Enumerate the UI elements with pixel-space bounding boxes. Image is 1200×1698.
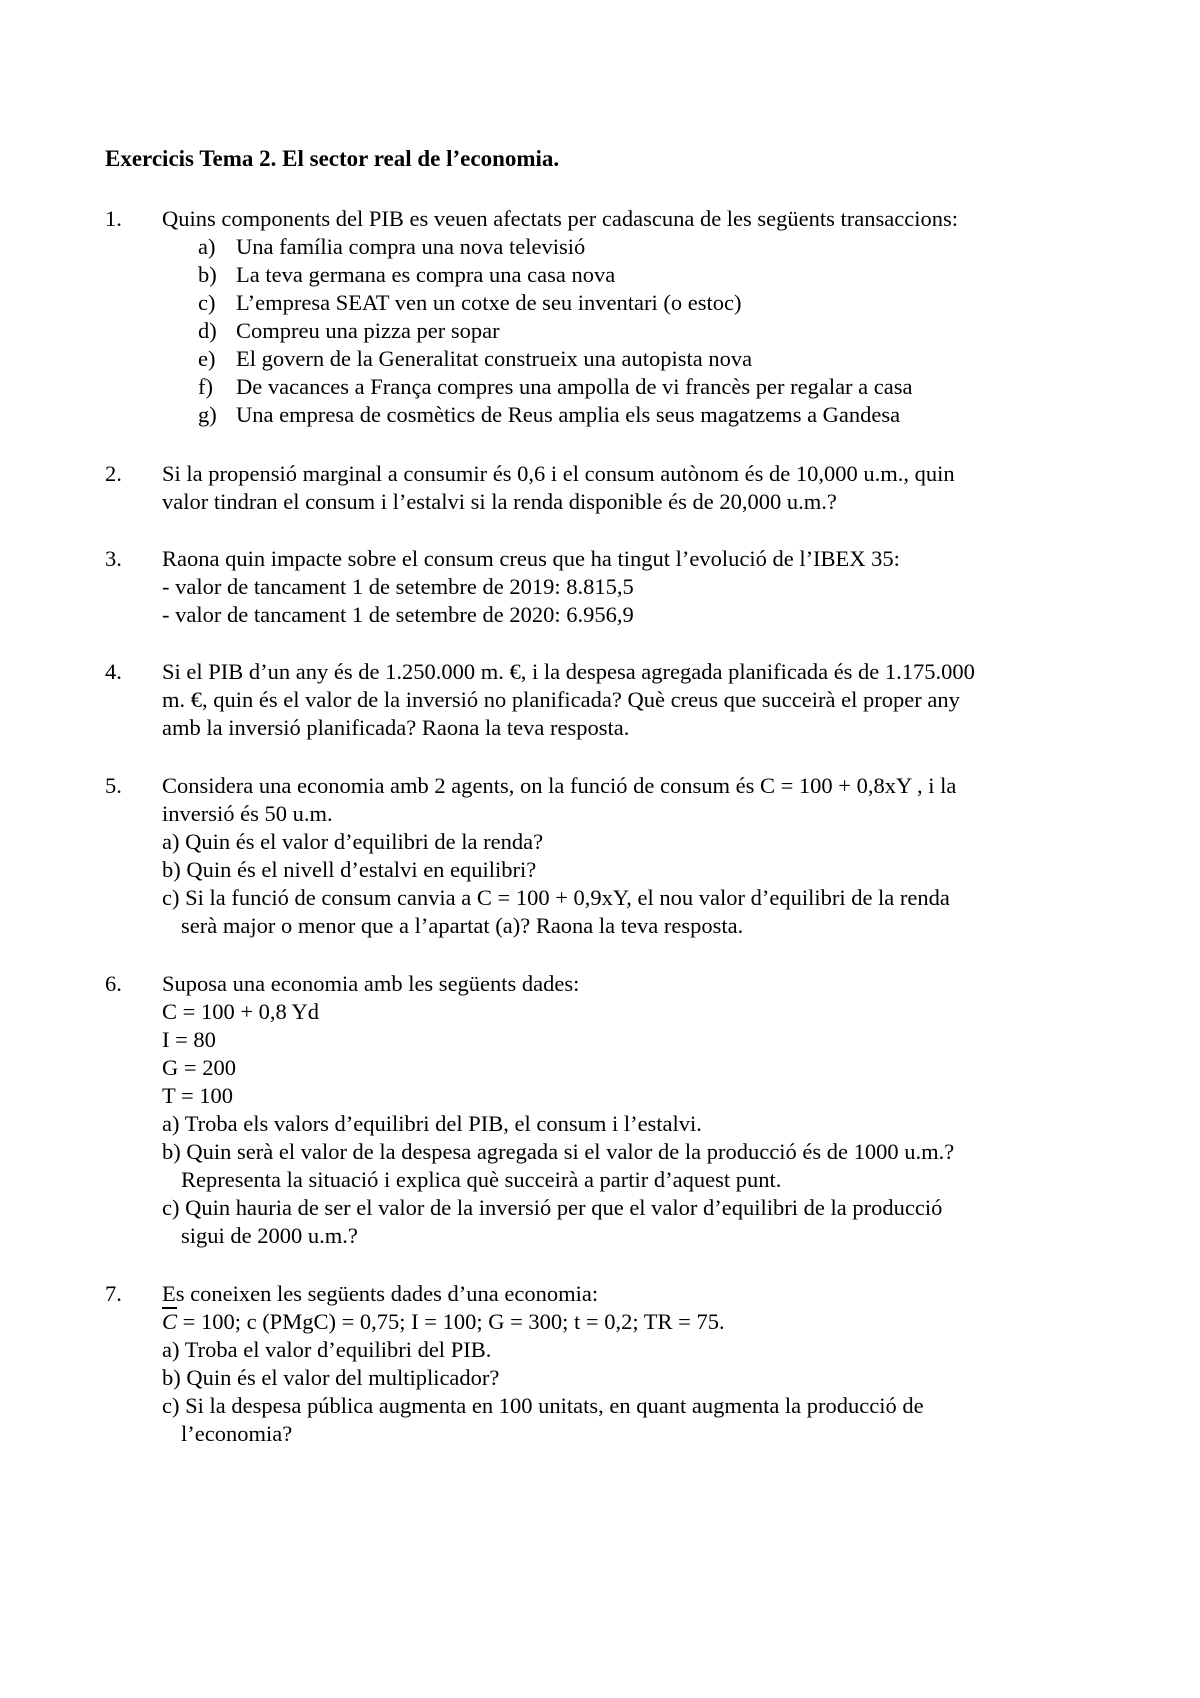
- subquestion-b: b) Quin és el valor del multiplicador?: [162, 1365, 500, 1390]
- data-values: = 100; c (PMgC) = 0,75; I = 100; G = 300; t = 0,2; TR = 75.: [177, 1309, 725, 1334]
- subquestion-a: a) Troba els valors d’equilibri del PIB, el consum i l’estalvi.: [162, 1111, 702, 1136]
- exercise-number: 4.: [105, 659, 122, 684]
- data-line: C = 100 + 0,8 Yd: [162, 999, 320, 1024]
- subquestion-c: c) Si la funció de consum canvia a C = 100 + 0,9xY, el nou valor d’equilibri de la renda: [162, 885, 950, 910]
- subquestion-b: b) Quin serà el valor de la despesa agregada si el valor de la producció és de 1000 u.m.?: [162, 1139, 955, 1164]
- subquestion-c: c) Si la despesa pública augmenta en 100 unitats, en quant augmenta la producció de: [162, 1393, 924, 1418]
- c-bar-symbol: $\overline{C}$: [162, 1309, 178, 1334]
- item-label: d): [198, 318, 217, 343]
- subquestion-c-continued: l’economia?: [181, 1421, 293, 1446]
- subquestion-b: b) Quin és el nivell d’estalvi en equilibri?: [162, 857, 537, 882]
- item-label: e): [198, 346, 216, 371]
- exercise-text: - valor de tancament 1 de setembre de 2019: 8.815,5: [162, 574, 634, 599]
- item-label: f): [198, 374, 213, 399]
- subquestion-c-continued: sigui de 2000 u.m.?: [181, 1223, 358, 1248]
- item-text: Una empresa de cosmètics de Reus amplia els seus magatzems a Gandesa: [236, 402, 901, 427]
- item-text: De vacances a França compres una ampolla de vi francès per regalar a casa: [236, 374, 913, 399]
- subquestion-a: a) Quin és el valor d’equilibri de la renda?: [162, 829, 544, 854]
- exercise-text: valor tindran el consum i l’estalvi si la renda disponible és de 20,000 u.m.?: [162, 489, 837, 514]
- page-title: Exercicis Tema 2. El sector real de l’economia.: [105, 146, 560, 171]
- item-text: Compreu una pizza per sopar: [236, 318, 500, 343]
- exercise-text: Suposa una economia amb les següents dades:: [162, 971, 580, 996]
- exercise-text: Considera una economia amb 2 agents, on la funció de consum és C = 100 + 0,8xY , i la: [162, 773, 957, 798]
- exercise-text: Es coneixen les següents dades d’una economia:: [162, 1281, 599, 1306]
- item-label: a): [198, 234, 216, 259]
- subquestion-b-continued: Representa la situació i explica què succeirà a partir d’aquest punt.: [181, 1167, 782, 1192]
- subquestion-c: c) Quin hauria de ser el valor de la inversió per que el valor d’equilibri de la producció: [162, 1195, 943, 1220]
- item-label: c): [198, 290, 216, 315]
- subquestion-c-continued: serà major o menor que a l’apartat (a)? Raona la teva resposta.: [181, 913, 744, 938]
- item-label: g): [198, 402, 217, 427]
- subquestion-a: a) Troba el valor d’equilibri del PIB.: [162, 1337, 492, 1362]
- item-text: La teva germana es compra una casa nova: [236, 262, 616, 287]
- item-text: El govern de la Generalitat construeix una autopista nova: [236, 346, 753, 371]
- exercise-text: Raona quin impacte sobre el consum creus que ha tingut l’evolució de l’IBEX 35:: [162, 546, 900, 571]
- data-line: T = 100: [162, 1083, 234, 1108]
- exercise-text: Si la propensió marginal a consumir és 0,6 i el consum autònom és de 10,000 u.m., quin: [162, 461, 955, 486]
- exercise-number: 5.: [105, 773, 122, 798]
- exercise-text: Si el PIB d’un any és de 1.250.000 m. €, i la despesa agregada planificada és de 1.175.000: [162, 659, 975, 684]
- data-line: I = 80: [162, 1027, 216, 1052]
- exercise-number: 1.: [105, 206, 122, 231]
- exercise-text: Quins components del PIB es veuen afectats per cadascuna de les següents transaccions:: [162, 206, 958, 231]
- exercise-text: inversió és 50 u.m.: [162, 801, 333, 826]
- item-text: Una família compra una nova televisió: [236, 234, 586, 259]
- exercise-text: - valor de tancament 1 de setembre de 2020: 6.956,9: [162, 602, 634, 627]
- exercise-number: 7.: [105, 1281, 122, 1306]
- data-line: G = 200: [162, 1055, 236, 1080]
- item-label: b): [198, 262, 217, 287]
- exercise-number: 3.: [105, 546, 122, 571]
- item-text: L’empresa SEAT ven un cotxe de seu inventari (o estoc): [236, 290, 742, 315]
- exercise-text: amb la inversió planificada? Raona la teva resposta.: [162, 715, 630, 740]
- exercise-number: 6.: [105, 971, 122, 996]
- exercise-number: 2.: [105, 461, 122, 486]
- data-line: [162, 1308, 725, 1336]
- exercise-text: m. €, quin és el valor de la inversió no planificada? Què creus que succeirà el proper any: [162, 687, 960, 712]
